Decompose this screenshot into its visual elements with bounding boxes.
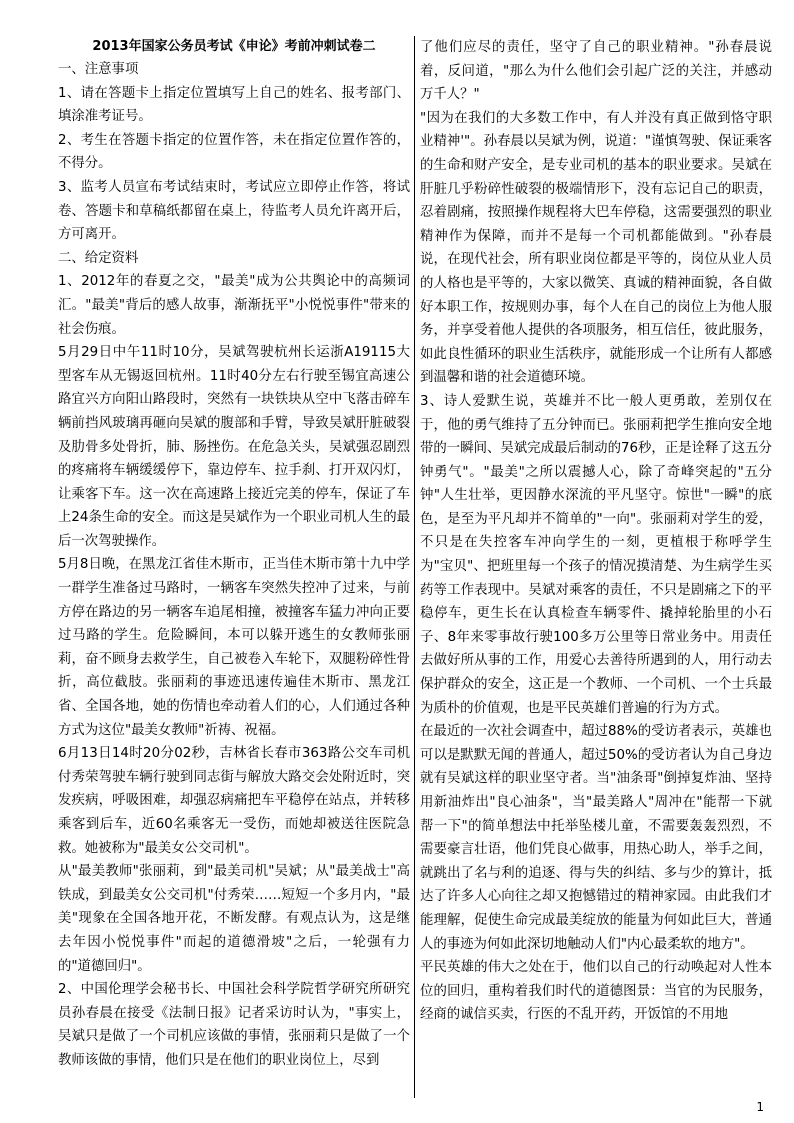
section-heading: 二、给定资料 <box>58 250 139 266</box>
paragraph: 1、2012年的春夏之交，"最美"成为公共舆论中的高频词汇。"最美"背后的感人故事，渐渐抚平"小悦悦事件"带来的社会伤痕。 <box>58 274 410 337</box>
paragraph: 5月29日中午11时10分，吴斌驾驶杭州长运浙A19115大型客车从无锡返回杭州。11时40分左右行驶至锡宜高速公路宜兴方向阳山路段时，突然有一块铁块从空中飞落击碎车辆前挡风玻璃再砸向吴斌的腹部和手臂，导致吴斌肝脏破裂及肋骨多处骨折，肺、肠挫伤。在危急关头，吴斌强忍剧烈的疼痛将车辆缓缓停下，靠边停车、拉手刹、打开双闪灯，让乘客下车。这一次在高速路上接近完美的停车，保证了车上24条生命的安全。而这是吴斌作为一个职业司机人生的最后一次驾驶操作。 <box>58 345 410 549</box>
right-column <box>420 36 772 1027</box>
paragraph: 在最近的一次社会调查中，超过88%的受访者表示，英雄也可以是默默无闻的普通人，超过50%的受访者认为自己身边就有吴斌这样的职业坚守者。当"油条哥"倒掉复炸油、坚持用新油炸出"良心油条"，当"最美路人"周冲在"能帮一下就帮一下"的简单想法中托举坠楼儿童，不需要轰轰烈烈，不需要豪言壮语，他们凭良心做事，用热心助人，举手之间，就跳出了名与利的追逐、得与失的纠结、多与少的算计，抵达了许多人心向往之却又抱憾错过的精神家园。由此我们才能理解，促使生命完成最美绽放的能量为何如此巨大，普通人的事迹为何如此深切地触动人们"内心最柔软的地方"。 <box>420 724 772 952</box>
left-column <box>58 36 410 1073</box>
paragraph: 3、诗人爱默生说，英雄并不比一般人更勇敢，差别仅在于，他的勇气维持了五分钟而已。张丽莉把学生推向安全地带的一瞬间、吴斌完成最后制动的76秒，正是诠释了这五分钟勇气"。"最美"之所以震撼人心，除了奇峰突起的"五分钟"人生壮举，更因静水深流的平凡坚守。惊世"一瞬"的底色，是至为平凡却并不简单的"一向"。张丽莉对学生的爱，不只是在失控客车冲向学生的一刻，更植根于称呼学生为"宝贝"、把班里每一个孩子的情况摸清楚、为生病学生买药等工作表现中。吴斌对乘客的责任，不只是剧痛之下的平稳停车，更生长在认真检查车辆零件、撬掉轮胎里的小石子、8年来零事故行驶100多万公里等日常业务中。用责任去做好所从事的工作，用爱心去善待所遇到的人，用行动去保护群众的安全，这正是一个教师、一个司机、一个士兵最为质朴的价值观，也是平民英雄们普遍的行为方式。 <box>420 393 772 716</box>
paragraph: 2、中国伦理学会秘书长、中国社会科学院哲学研究所研究员孙春晨在接受《法制日报》记者采访时认为，"事实上，吴斌只是做了一个司机应该做的事情，张丽莉只是做了一个教师该做的事情，他们只是在他们的职业岗位上，尽到 <box>58 982 410 1068</box>
section-heading: 一、注意事项 <box>58 62 139 77</box>
paragraph: 平民英雄的伟大之处在于，他们以自己的行动唤起对人性本位的回归，重构着我们时代的道德图景：当官的为民服务，经商的诚信买卖，行医的不乱开药，开饭馆的不用地 <box>420 960 772 1023</box>
paragraph: 3、监考人员宣布考试结束时，考试应立即停止作答，将试卷、答题卡和草稿纸都留在桌上，待监考人员允许离开后，方可离开。 <box>58 179 410 243</box>
paragraph: 2、考生在答题卡指定的位置作答，未在指定位置作答的，不得分。 <box>58 132 410 172</box>
paragraph: 从"最美教师"张丽莉，到"最美司机"吴斌；从"最美战士"高铁成，到最美女公交司机"付秀荣……短短一个多月内，"最美"现象在全国各地开花，不断发酵。有观点认为，这是继去年因小悦悦事件"而起的道德滑坡"之后，一轮强有力的"道德回归"。 <box>58 864 410 974</box>
paragraph: 1、请在答题卡上指定位置填写上自己的姓名、报考部门、填涂准考证号。 <box>58 85 410 125</box>
column-divider <box>414 36 415 1098</box>
page-number: 1 <box>756 1100 764 1114</box>
paragraph: 6月13日14时20分02秒，吉林省长春市363路公交车司机付秀荣驾驶车辆行驶到同志街与解放大路交会处附近时，突发疾病，呼吸困难，却强忍病痛把车平稳停在站点，并转移乘客到后车，近60名乘客无一受伤，而她却被送往医院急救。她被称为"最美女公交司机"。 <box>58 746 410 856</box>
paragraph: 了他们应尽的责任，坚守了自己的职业精神。"孙春晨说着，反问道，"那么为什么他们会引起广泛的关注，并感动万千人？" <box>420 40 772 103</box>
document-title: 2013年国家公务员考试《申论》考前冲刺试卷二 <box>92 39 376 54</box>
paragraph: "因为在我们的大多数工作中，有人并没有真正做到恪守职业精神'"。孙春晨以吴斌为例，说道："谨慎驾驶、保证乘客的生命和财产安全，是专业司机的基本的职业要求。吴斌在肝脏几乎粉碎性破裂的极端情形下，没有忘记自己的职责，忍着剧痛，按照操作规程将大巴车停稳，这需要强烈的职业精神作为保障，而并不是每一个司机都能做到。"孙春晨说，在现代社会，所有职业岗位都是平等的，岗位从业人员的人格也是平等的，大家以微笑、真诚的精神面貌，各自做好本职工作，按规则办事，每个人在自己的岗位上为他人服务，并享受着他人提供的各项服务，相互信任，彼此服务，如此良性循环的职业生活秩序，就能形成一个让所有人都感到温馨和谐的社会道德环境。 <box>420 110 772 386</box>
paragraph: 5月8日晚，在黑龙江省佳木斯市，正当佳木斯市第十九中学一群学生准备过马路时，一辆客车突然失控冲了过来，与前方停在路边的另一辆客车追尾相撞，被撞客车猛力冲向正要过马路的学生。危险瞬间，本可以躲开逃生的女教师张丽莉，奋不顾身去救学生，自己被卷入车轮下，双腿粉碎性骨折，高位截肢。张丽莉的事迹迅速传遍佳木斯市、黑龙江省、全国各地，她的伤情也牵动着人们的心，人们通过各种方式为这位"最美女教师"祈祷、祝福。 <box>58 557 410 738</box>
